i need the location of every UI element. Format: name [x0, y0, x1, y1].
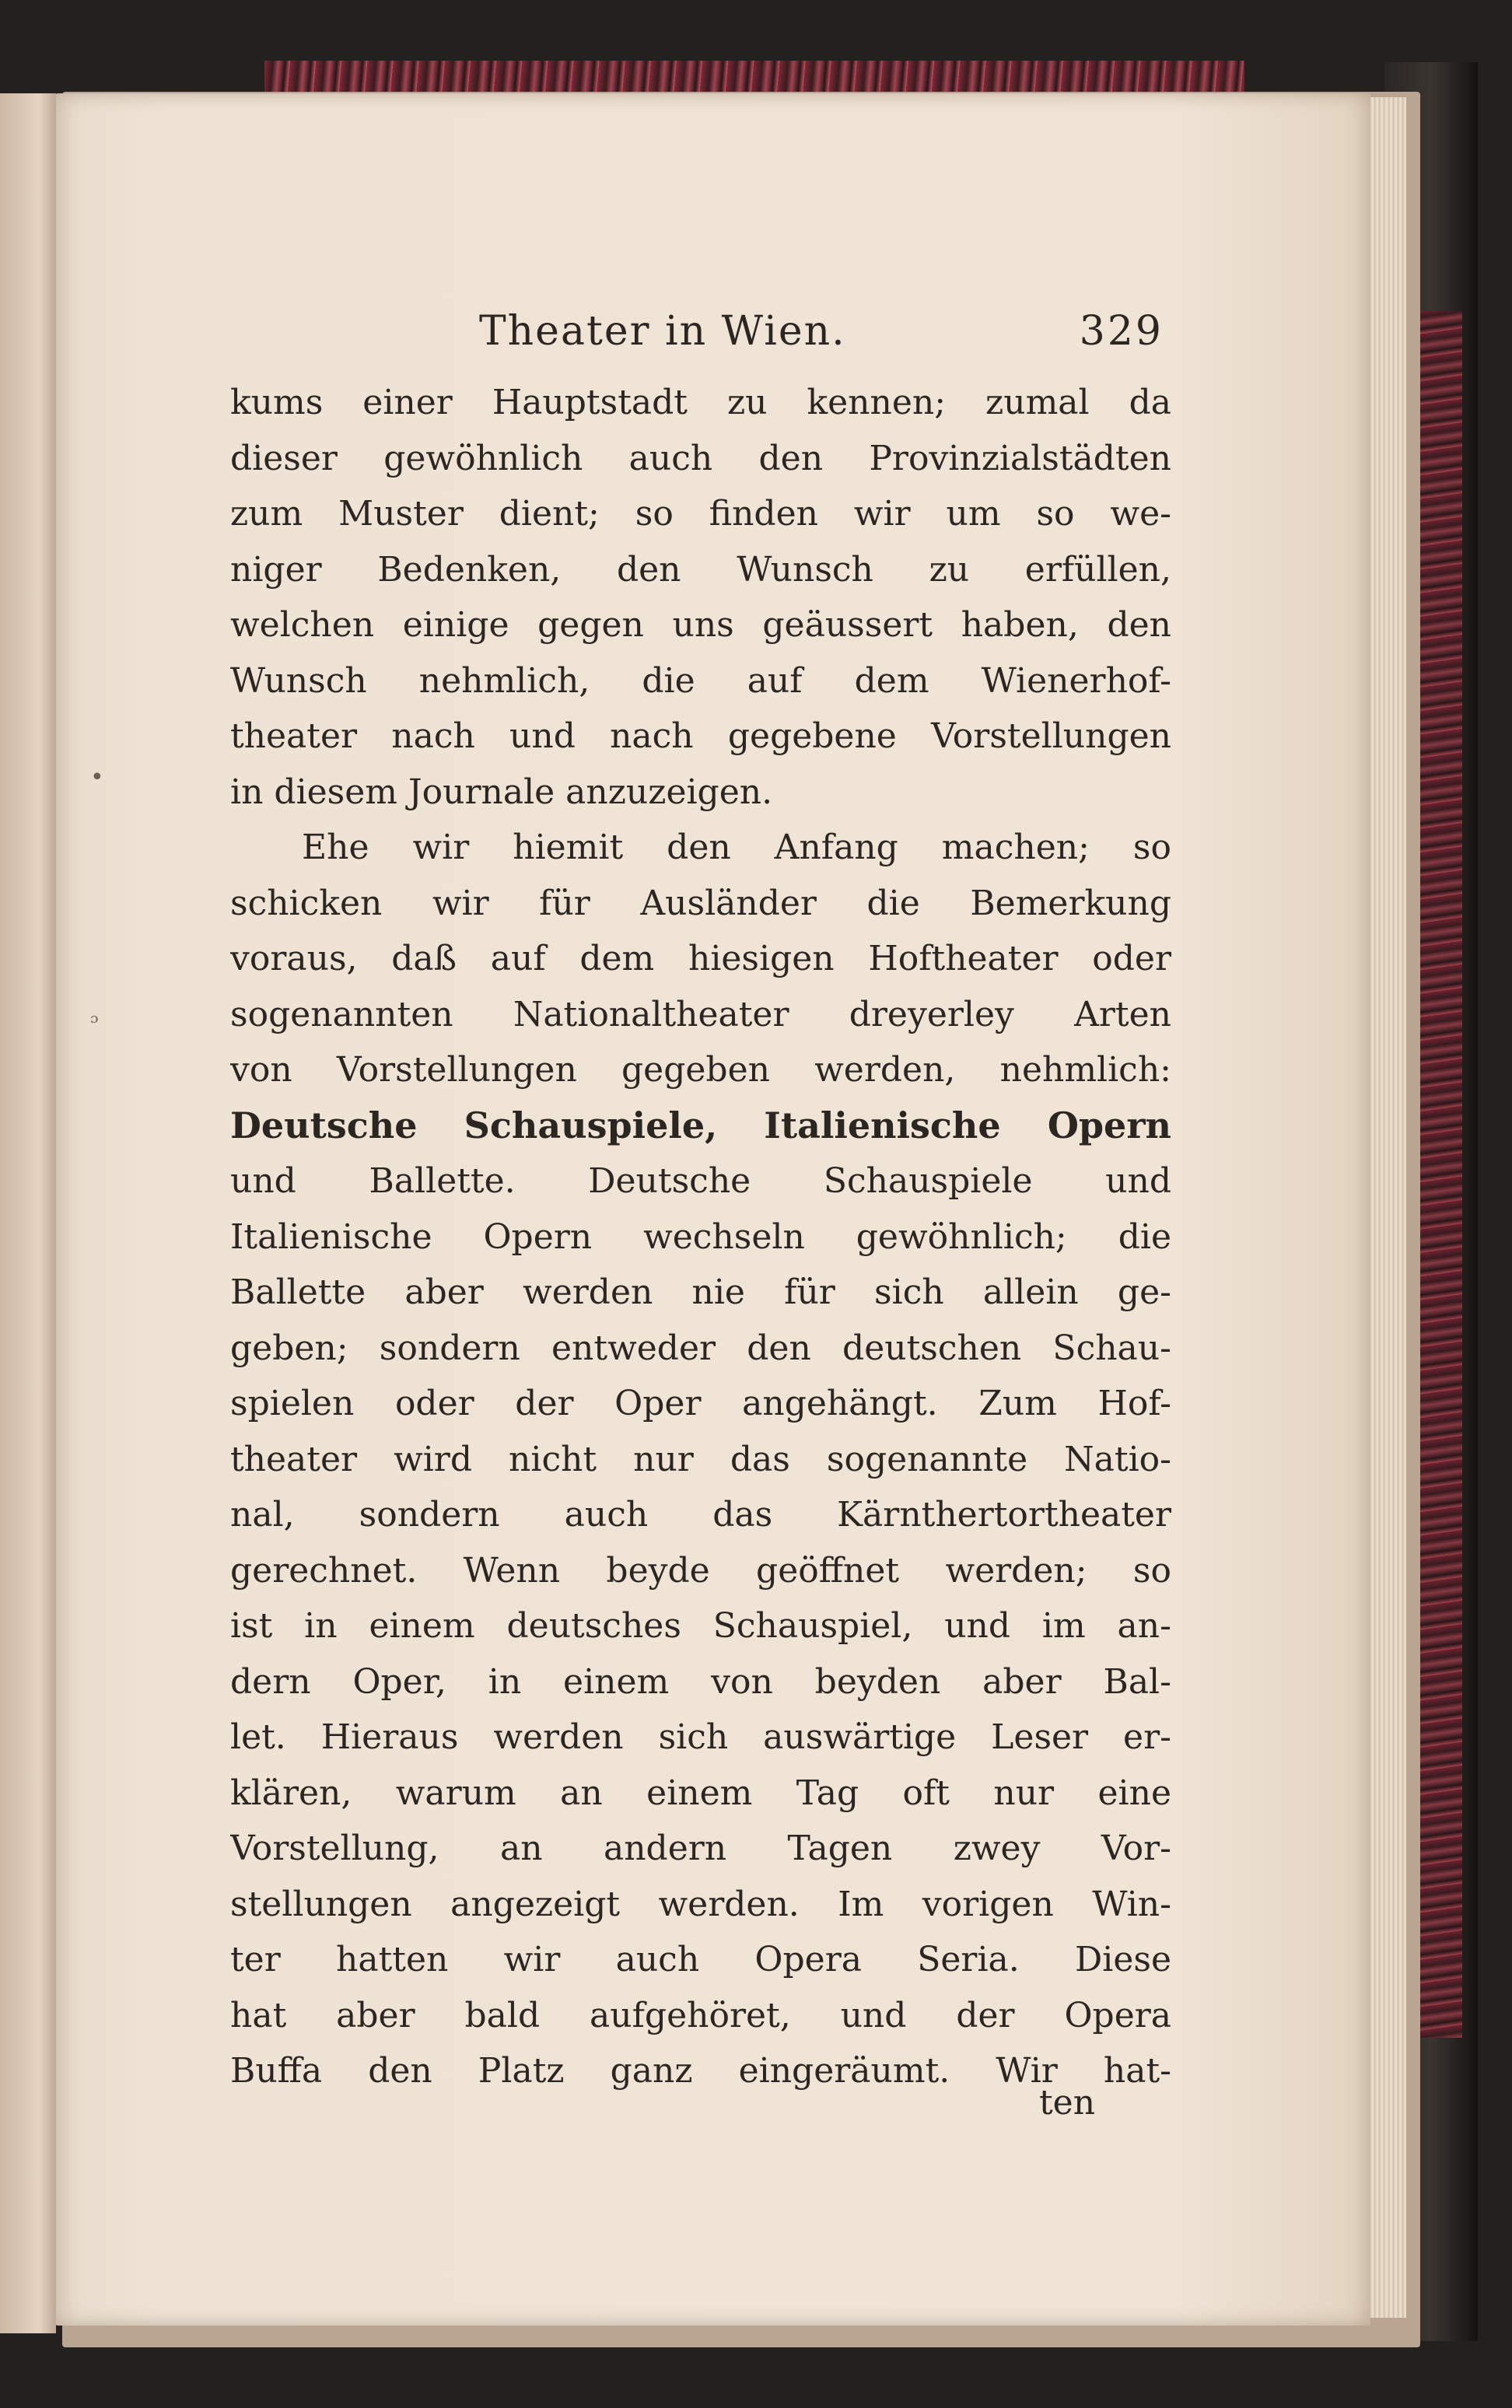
marbled-endpaper-edge: [1416, 311, 1462, 2038]
text-line: Wunsch nehmlich, die auf dem Wienerhof-: [230, 660, 1171, 701]
text-line: let. Hieraus werden sich auswärtige Leser er-: [230, 1717, 1171, 1757]
page-text-block: [230, 308, 1171, 2128]
page-number: 329: [1079, 308, 1164, 355]
text-line: kums einer Hauptstadt zu kennen; zumal da: [230, 383, 1171, 422]
text-line: theater wird nicht nur das sogenannte Natio-: [230, 1439, 1171, 1479]
text-line: in diesem Journale anzuzeigen.: [230, 772, 773, 812]
text-line: gerechnet. Wenn beyde geöffnet werden; so: [230, 1550, 1171, 1591]
emphasized-line: Deutsche Schauspiele, Italienische Opern: [230, 1104, 1171, 1146]
margin-mark-upper: •: [90, 764, 104, 791]
text-line: dieser gewöhnlich auch den Provinzialstädten: [230, 438, 1171, 478]
text-line: und Ballette. Deutsche Schauspiele und: [230, 1161, 1171, 1201]
text-line: ist in einem deutsches Schauspiel, und im an-: [230, 1606, 1171, 1646]
text-line: spielen oder der Oper angehängt. Zum Hof-: [230, 1384, 1171, 1423]
paragraph-start-line: Ehe wir hiemit den Anfang machen; so: [302, 828, 1171, 867]
text-line: ter hatten wir auch Opera Seria. Diese: [230, 1940, 1171, 1979]
text-line: niger Bedenken, den Wunsch zu erfüllen,: [230, 549, 1171, 590]
text-line: stellungen angezeigt werden. Im vorigen Win-: [230, 1884, 1171, 1924]
text-line: zum Muster dient; so finden wir um so we-: [230, 494, 1171, 534]
text-line: hat aber bald aufgehöret, und der Opera: [230, 1995, 1171, 2035]
text-line: sogenannten Nationaltheater dreyerley Arten: [230, 994, 1171, 1034]
text-line: voraus, daß auf dem hiesigen Hoftheater oder: [230, 939, 1171, 978]
margin-mark-lower: ᵓ: [90, 1010, 99, 1037]
text-line: dern Oper, in einem von beyden aber Bal-: [230, 1661, 1171, 1702]
text-line: geben; sondern entweder den deutschen Schau-: [230, 1328, 1171, 1368]
body-text: [230, 375, 1171, 2099]
text-line: Vorstellung, an andern Tagen zwey Vor-: [230, 1829, 1171, 1868]
text-line: welchen einige gegen uns geäussert haben, den: [230, 605, 1171, 645]
catchword: ten: [1039, 2083, 1096, 2123]
text-line: nal, sondern auch das Kärnthertortheater: [230, 1495, 1171, 1535]
running-head-title: Theater in Wien.: [479, 308, 846, 355]
text-line: schicken wir für Ausländer die Bemerkung: [230, 883, 1171, 923]
text-line: Ballette aber werden nie für sich allein ge-: [230, 1272, 1171, 1312]
running-head: [230, 308, 1171, 375]
text-line: theater nach und nach gegebene Vorstellungen: [230, 716, 1171, 756]
page-fore-edge: [1370, 97, 1406, 2318]
text-line: Buffa den Platz ganz eingeräumt. Wir hat-: [230, 2051, 1171, 2091]
text-line: klären, warum an einem Tag oft nur eine: [230, 1773, 1171, 1813]
text-line: Italienische Opern wechseln gewöhnlich; die: [230, 1216, 1171, 1257]
facing-page-edge: [0, 93, 56, 2333]
text-line: von Vorstellungen gegeben werden, nehmlich:: [230, 1050, 1171, 1090]
